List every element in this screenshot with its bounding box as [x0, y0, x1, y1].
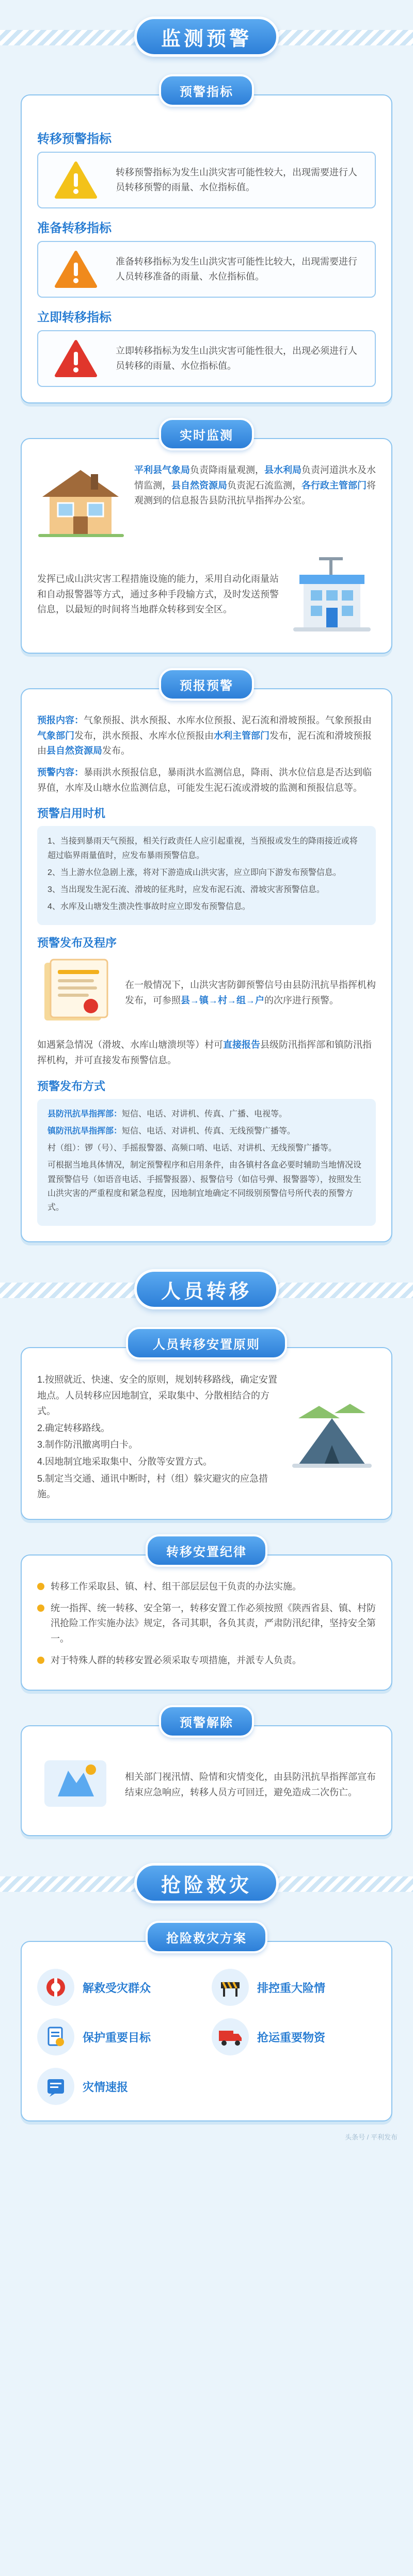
- barrier-icon: [212, 1969, 249, 2006]
- tent-icon: [288, 1398, 376, 1478]
- indicator-text: 准备转移指标为发生山洪灾害可能性比较大，出现需要进行人员转移准备的雨量、水位指标值。: [116, 256, 357, 282]
- release-heading: 预警发布及程序: [37, 936, 117, 950]
- forecast-card: [0, 668, 413, 1242]
- card-heading: 预报预警: [159, 668, 254, 701]
- section-title: 人员转移: [134, 1269, 279, 1309]
- list-item: 统一指挥、统一转移、安全第一，转移安置工作必须按照《陕西省县、镇、村防汛抢险工作实施办法》规定，各司其职，各负其责，严肃防汛纪律，坚持安全第一。: [37, 1601, 376, 1647]
- list-item: 1.按照就近、快速、安全的原则，规划转移路线，确定安置地点。人员转移应因地制宜，采取集中、分散相结合的方式。: [37, 1374, 278, 1417]
- rescue-icon: [37, 1969, 74, 2006]
- forecast-content: 预报内容：气象预报、洪水预报、水库水位预报、泥石流和滑坡预报。气象预报由气象部门发布，洪水预报、水库水位预报由水利主管部门发布，泥石流和滑坡预报由县自然资源局发布。: [37, 715, 372, 756]
- plan-item-report: 灾情速报: [37, 2068, 201, 2105]
- warning-content: 预警内容：暴雨洪水预报信息，暴雨洪水监测信息，降雨、洪水位信息是否达到临界值，水库及山塘水位监测信息，可能发生泥石流或滑坡的监测和预报信息等。: [37, 767, 372, 793]
- list-item: 转移工作采取县、镇、村、组干部层层包干负责的办法实施。: [37, 1579, 376, 1595]
- timing-heading: 预警启用时机: [37, 807, 106, 820]
- card-heading: 抢险救灾方案: [146, 1921, 267, 1953]
- plan-item-transport: 抢运重要物资: [212, 2018, 376, 2055]
- card-heading: 预警解除: [159, 1705, 254, 1738]
- section-title: 监测预警: [134, 17, 279, 57]
- card-heading: 实时监测: [159, 418, 254, 450]
- plan-item-protect: 保护重要目标: [37, 2018, 201, 2055]
- card-heading: 人员转移安置原则: [126, 1327, 287, 1359]
- card-heading: 转移安置纪律: [146, 1534, 267, 1567]
- release-paragraph-2: 如遇紧急情况（滑坡、水库山塘溃坝等）村可直接报告县级防汛指挥部和镇防汛指挥机构，并可直接发布预警信息。: [37, 1040, 372, 1066]
- section-rescue: [0, 1859, 413, 1906]
- discipline-card: [0, 1534, 413, 1691]
- list-item: 4、水库及山塘发生溃决性事故时应立即发布预警信息。: [47, 902, 250, 912]
- section-monitoring: [0, 12, 413, 60]
- list-item: 2.确定转移路线。: [37, 1422, 110, 1433]
- footer-watermark: 头条号 / 平利发布: [345, 2133, 398, 2142]
- list-item: 4.因地制宜地采取集中、分散等安置方式。: [37, 1456, 213, 1467]
- list-item: 3.制作防汛撤离明白卡。: [37, 1439, 138, 1450]
- notice-document-icon: [37, 955, 115, 1030]
- list-item: 3、当出现发生泥石流、滑坡的征兆时，应发布泥石流、滑坡灾害预警信息。: [47, 885, 325, 894]
- indicator-immediate: [37, 307, 376, 387]
- realtime-card: [0, 418, 413, 654]
- list-item: 2、当上游水位急剧上涨，将对下游造成山洪灾害，应立即向下游发布预警信息。: [47, 868, 341, 877]
- timing-list: [37, 826, 376, 925]
- release-card: [0, 1705, 413, 1836]
- indicator-text: 立即转移指标为发生山洪灾害可能性很大，出现必须进行人员转移的雨量、水位指标值。: [116, 346, 357, 371]
- indicator-title: 转移预警指标: [37, 132, 112, 146]
- card-heading: 预警指标: [159, 74, 254, 107]
- station-building-icon: [288, 552, 376, 637]
- principle-card: [0, 1327, 413, 1520]
- indicator-prepare: [37, 218, 376, 298]
- house-icon: [37, 463, 125, 543]
- principle-list: [37, 1372, 281, 1503]
- indicator-text: 转移预警指标为发生山洪灾害可能性较大，出现需要进行人员转移预警的雨量、水位指标值。: [116, 167, 357, 192]
- truck-icon: [212, 2018, 249, 2055]
- warning-yellow-icon: [47, 161, 104, 199]
- plan-item-rescue: 解救受灾群众: [37, 1969, 201, 2006]
- release-paragraph-1: 在一般情况下，山洪灾害防御预警信号由县防汛抗旱指挥机构发布，可参照县→镇→村→组→户的次序进行预警。: [125, 980, 376, 1006]
- warning-orange-icon: [47, 250, 104, 288]
- plan-item-danger: 排控重大险情: [212, 1969, 376, 2006]
- indicator-title: 立即转移指标: [37, 311, 112, 325]
- list-item: 5.制定当交通、通讯中断时，村（组）躲灾避灾的应急措施。: [37, 1473, 268, 1500]
- section-transfer: [0, 1265, 413, 1313]
- list-item: 对于特殊人群的转移安置必须采取专项措施，并派专人负责。: [37, 1653, 376, 1668]
- hand-shield-icon: [37, 1750, 115, 1820]
- warning-red-icon: [47, 339, 104, 378]
- rescue-plan-card: [0, 1921, 413, 2121]
- section-title: 抢险救灾: [134, 1863, 279, 1903]
- report-icon: [37, 2068, 74, 2105]
- realtime-paragraph-2: 发挥已成山洪灾害工程措施设施的能力，采用自动化雨量站和自动报警器等方式，通过多种手段输方式，及时发送预警信息，以最短的时间将当地群众转移到安全区。: [37, 573, 279, 615]
- method-list: 县防汛抗旱指挥部：短信、电话、对讲机、传真、广播、电视等。 镇防汛抗旱指挥部：短信、电话、对讲机、传真、无线预警广播等。 村（组）：锣（号）、手摇报警器、高频口哨、电话、对讲机、无线预警广播等。 可根据当地具体情况，制定预警程序和启用条件，由各镇村各盒必要时辅助当地情况设置预警信号（如语音电话、手摇警报器）、报警信号（如信号弹、报警器等），按照发生山洪灾害的严重程度和紧急程度，因地制宜地确定不同级别预警信号所代表的预警方式。: [37, 1099, 376, 1226]
- document-icon: [37, 2018, 74, 2055]
- indicator-title: 准备转移指标: [37, 221, 112, 235]
- list-item: 1、当接到暴雨天气预报，相关行政责任人应引起重视，当预报或发生的降雨接近或将超过临界雨量值时，应发布暴雨预警信息。: [47, 837, 358, 860]
- indicator-transfer: [37, 128, 376, 208]
- method-heading: 预警发布方式: [37, 1079, 106, 1093]
- indicators-card: [0, 74, 413, 403]
- release-text: 相关部门视汛情、险情和灾情变化，由县防汛抗旱指挥部宣布结束应急响应，转移人员方可回迁，避免造成二次伤亡。: [125, 1772, 376, 1797]
- infographic-page: [0, 12, 413, 2162]
- realtime-paragraph-1: 平利县气象局负责降雨量观测，县水利局负责河道洪水及水情监测，县自然资源局负责泥石流监测，各行政主管部门将观测到的信息报告县防汛抗旱指挥办公室。: [134, 465, 376, 506]
